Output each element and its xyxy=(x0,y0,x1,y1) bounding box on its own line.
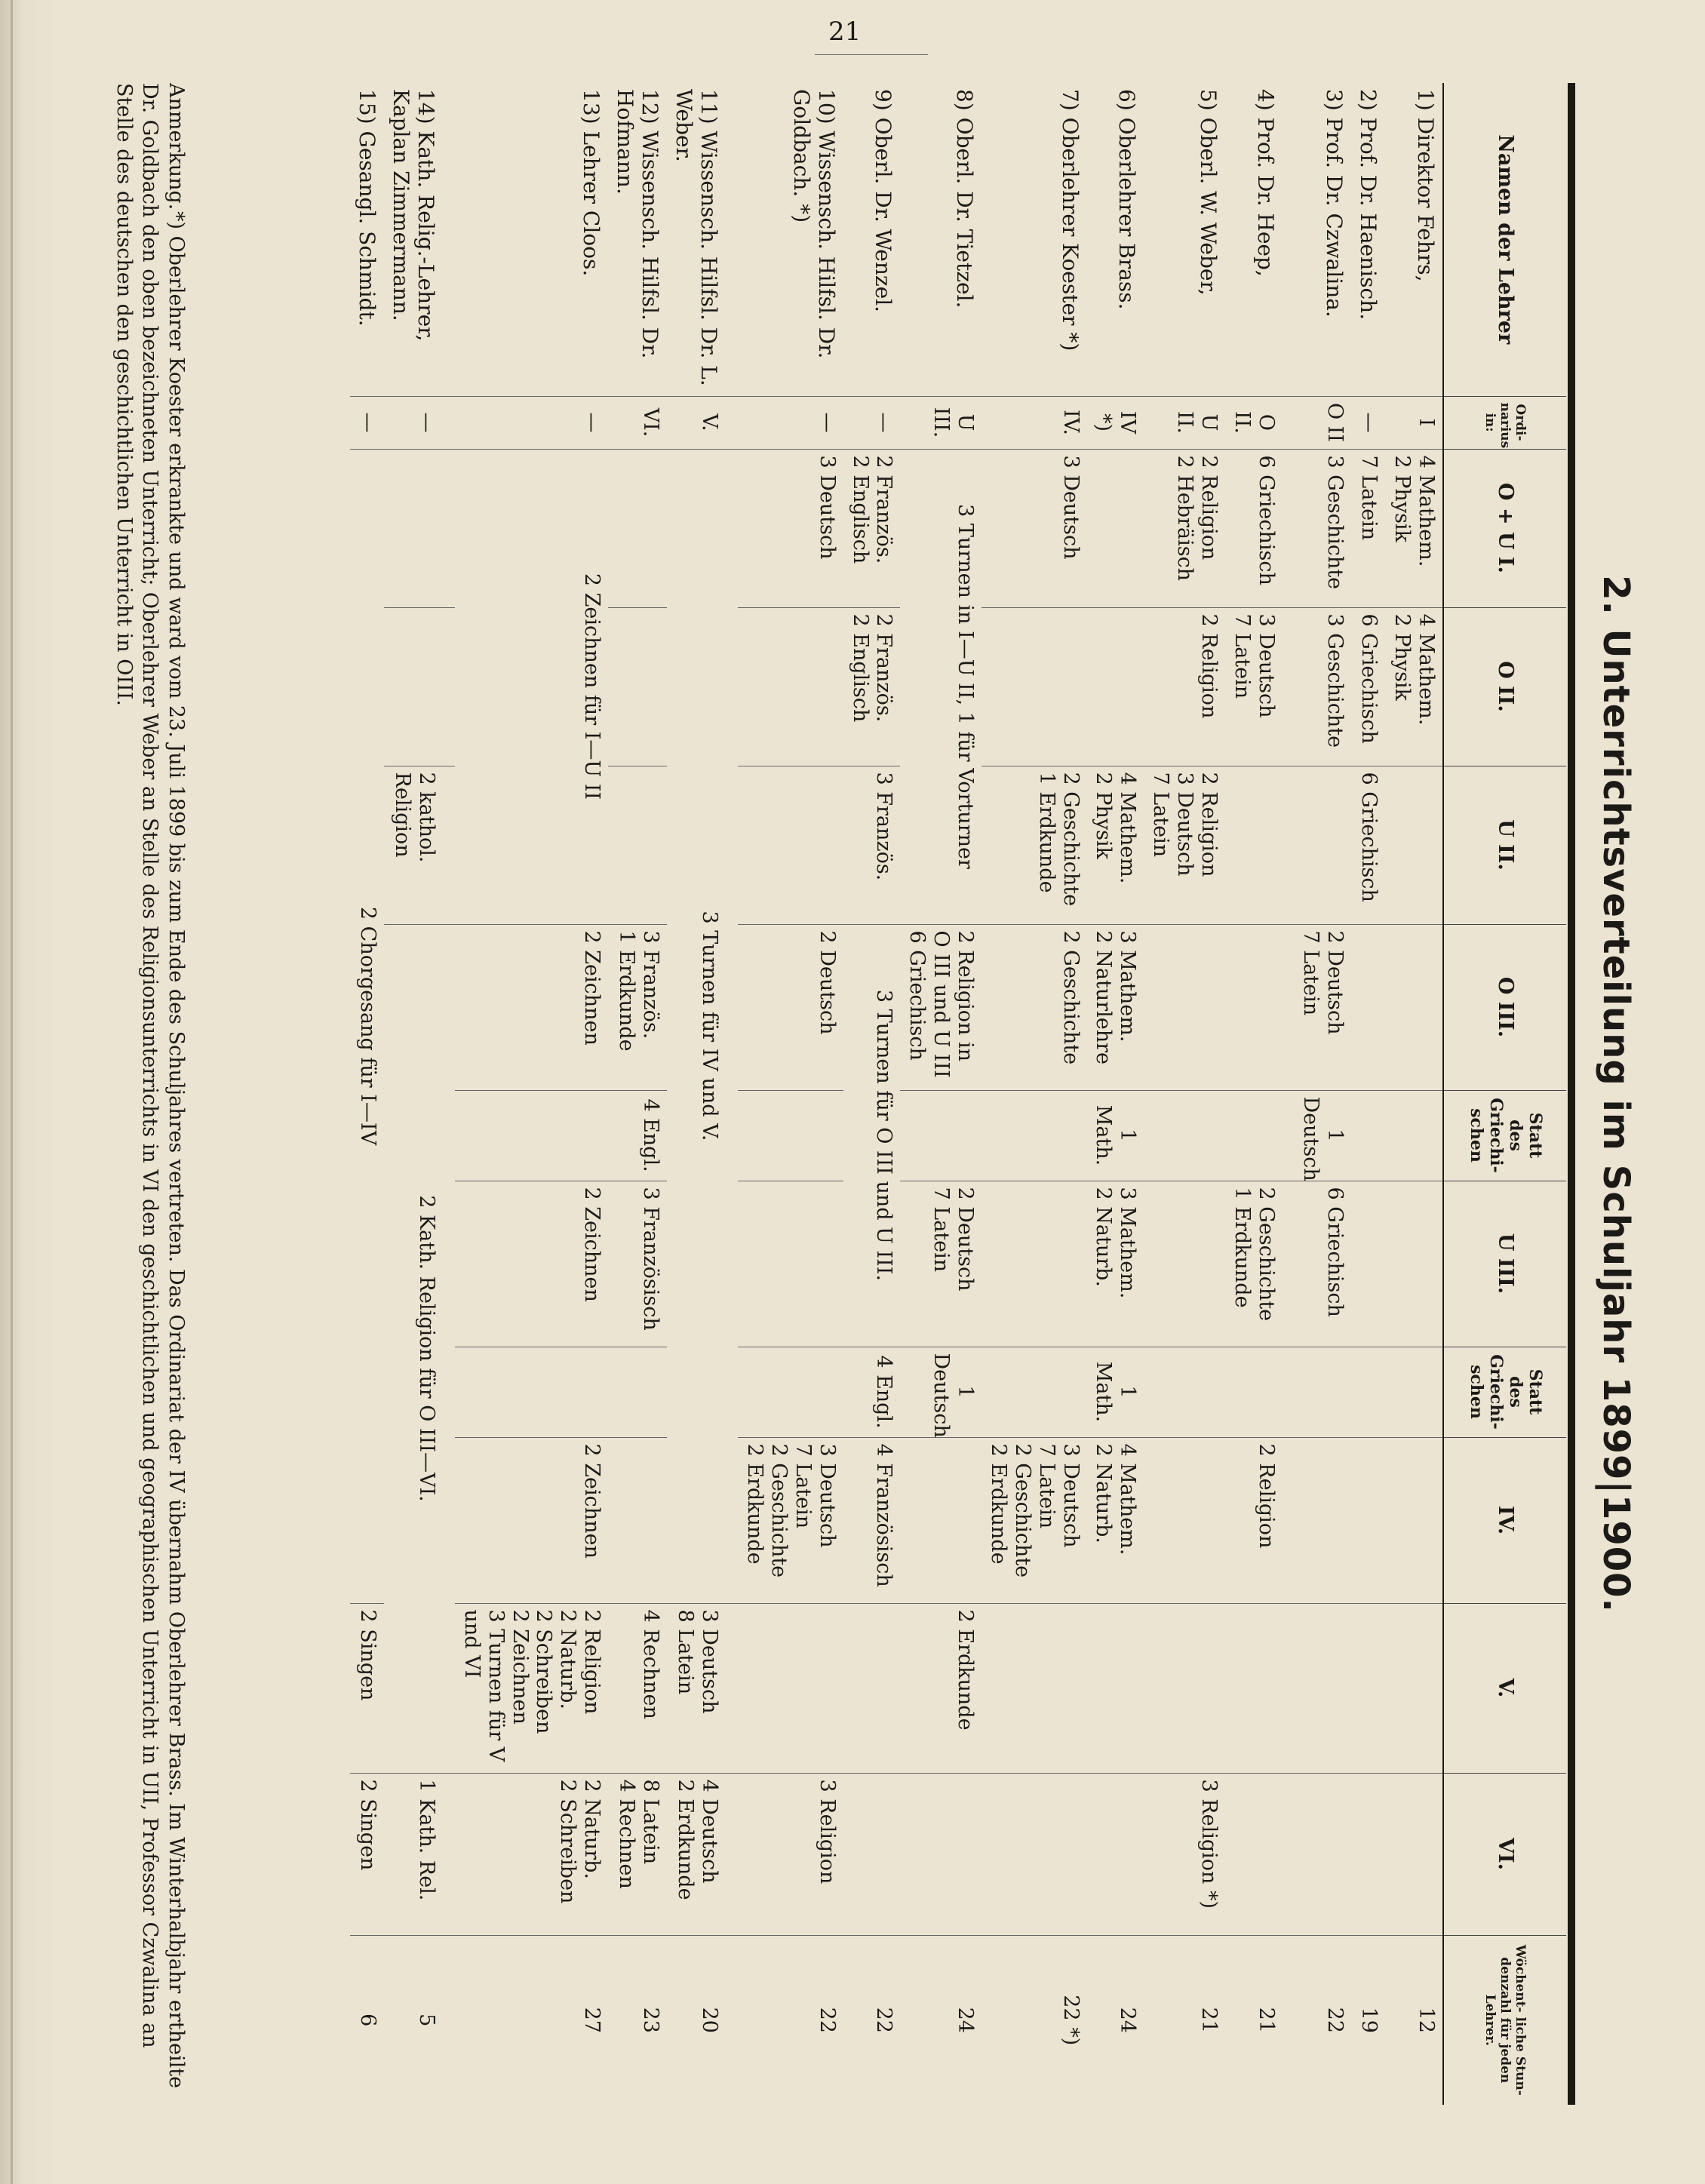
lesson-entry: 2 Naturb. xyxy=(1092,1187,1116,1287)
table-cell xyxy=(738,1090,843,1181)
table-cell xyxy=(1295,1347,1352,1437)
table-cell: 1 Deutsch xyxy=(1295,1090,1352,1181)
weekly-hours: 22 xyxy=(1295,1935,1352,2105)
table-cell xyxy=(1385,1347,1443,1437)
table-cell xyxy=(1295,607,1352,766)
table-row xyxy=(738,83,843,2105)
table-cell xyxy=(1351,924,1385,1090)
lesson-entry: 2 Naturb. xyxy=(1092,1443,1116,1544)
ordinarius-class: — xyxy=(350,396,384,449)
teacher-name: 12) Wissensch. Hilfsl. Dr. Hofmann. xyxy=(613,89,663,359)
table-cell xyxy=(1351,1603,1385,1773)
table-cell xyxy=(901,1181,982,1347)
lesson-entry: 2 Religion xyxy=(1254,1443,1278,1549)
table-cell xyxy=(1144,1773,1225,1935)
lesson-entry: 3 Deutsch xyxy=(1058,1443,1083,1548)
table-cell xyxy=(1385,449,1443,607)
table-cell xyxy=(901,1773,982,1935)
table-cell xyxy=(982,766,1086,924)
teacher-name: 13) Lehrer Cloos. xyxy=(579,89,604,277)
header-vi: VI. xyxy=(1443,1773,1566,1935)
lesson-entry: 7 Latein xyxy=(1230,613,1254,699)
table-cell xyxy=(608,1181,667,1347)
table-cell xyxy=(1144,766,1225,924)
table-cell xyxy=(1295,766,1352,924)
lesson-entry: 2 Singen xyxy=(356,1779,379,1871)
header-u3: U III. xyxy=(1443,1181,1566,1347)
teacher-name: 1) Direktor Fehrs, xyxy=(1413,89,1438,282)
header-iv: IV. xyxy=(1443,1437,1566,1603)
table-cell xyxy=(1087,766,1144,924)
lesson-entry: 4 Rechnen xyxy=(615,1779,639,1889)
weekly-hours: 22 xyxy=(843,1935,901,2105)
header-weekly: Wöchent- liche Stun- denzahl für jeden Lehrer. xyxy=(1443,1935,1566,2105)
table-cell xyxy=(1225,1347,1295,1437)
table-cell xyxy=(982,1181,1086,1347)
table-cell xyxy=(1087,607,1144,766)
table-row xyxy=(1351,83,1385,2105)
lesson-entry: 7 Latein xyxy=(1034,1443,1058,1529)
lesson-entry: 3 Französ. xyxy=(872,772,896,881)
table-header-row xyxy=(1443,83,1566,2105)
lesson-entry: 2 Englisch xyxy=(848,613,872,723)
weekly-hours: 27 xyxy=(455,1935,608,2105)
table-cell xyxy=(1295,1603,1352,1773)
table-cell: 4 Engl. xyxy=(608,1090,667,1181)
title-rule xyxy=(1568,83,1575,2105)
table-cell xyxy=(1144,1603,1225,1773)
table-cell xyxy=(1225,449,1295,607)
lesson-entry: 2 Erdkunde xyxy=(986,1443,1010,1565)
table-cell xyxy=(738,924,843,1090)
lesson-entry: 3 Turnen für V und VI xyxy=(459,1609,508,1762)
header-u2: U II. xyxy=(1443,766,1566,924)
table-cell xyxy=(982,1347,1086,1437)
weekly-hours: 21 xyxy=(1225,1935,1295,2105)
lesson-entry: 2 Religion in O III und U III xyxy=(929,930,978,1078)
table-cell xyxy=(455,924,608,1090)
table-cell xyxy=(608,1347,667,1437)
table-cell xyxy=(608,1437,667,1603)
lesson-entry: 4 Französisch xyxy=(872,1443,896,1587)
lesson-entry: 2 Religion xyxy=(1197,455,1221,561)
lesson-entry: 3 Geschichte xyxy=(1323,455,1347,590)
ordinarius-class: IV *) xyxy=(1087,396,1144,449)
table-cell xyxy=(1385,1090,1443,1181)
weekly-hours: 5 xyxy=(384,1935,455,2105)
lesson-entry: 3 Deutsch xyxy=(698,1609,722,1714)
lesson-entry: 4 Mathem. xyxy=(1116,772,1140,884)
lesson-entry: 2 Geschichte xyxy=(767,1443,791,1578)
lesson-entry: 2 Religion xyxy=(1197,772,1221,877)
table-cell xyxy=(1225,1090,1295,1181)
table-cell xyxy=(384,1773,455,1935)
table-cell xyxy=(1087,1773,1144,1935)
lesson-entry: 2 Französ. xyxy=(872,455,896,564)
table-row xyxy=(1087,83,1144,2105)
table-cell xyxy=(350,1773,384,1935)
footnote xyxy=(110,83,189,2105)
table-row xyxy=(1225,83,1295,2105)
teacher-name: 7) Oberlehrer Koester *) xyxy=(1057,89,1083,352)
lesson-entry: 2 Naturlehre xyxy=(1092,930,1116,1065)
lesson-entry: 7 Latein xyxy=(1149,772,1173,858)
lesson-entry: 2 Religion xyxy=(580,1609,604,1715)
lesson-entry: 8 Latein xyxy=(639,1779,663,1865)
table-cell xyxy=(1087,1181,1144,1347)
table-cell xyxy=(1385,1773,1443,1935)
table-cell xyxy=(455,1090,608,1181)
table-cell xyxy=(384,766,455,924)
table-cell xyxy=(738,1181,843,1347)
table-cell xyxy=(1087,449,1144,607)
table-cell xyxy=(667,1773,738,1935)
table-cell xyxy=(1087,1603,1144,1773)
page-number: 21 xyxy=(828,17,862,47)
lesson-entry: 2 Erdkunde xyxy=(743,1443,767,1565)
table-row xyxy=(1144,83,1225,2105)
table-cell-spanning: 2 Chorgesang für I—IV xyxy=(350,449,384,1603)
table-cell xyxy=(1225,1603,1295,1773)
header-v: V. xyxy=(1443,1603,1566,1773)
ordinarius-class: O II xyxy=(1295,396,1352,449)
header-ou1: O + U I. xyxy=(1443,449,1566,607)
lesson-entry: 7 Latein xyxy=(929,1187,954,1273)
table-cell xyxy=(982,924,1086,1090)
lesson-entry: 2 Naturb. xyxy=(580,1779,604,1879)
table-cell xyxy=(1225,766,1295,924)
table-row xyxy=(1385,83,1443,2105)
table-cell xyxy=(1385,607,1443,766)
table-cell xyxy=(1087,1437,1144,1603)
table-cell xyxy=(1225,1437,1295,1603)
lesson-entry: 2 Geschichte xyxy=(1058,930,1083,1065)
table-cell xyxy=(738,766,843,924)
table-cell xyxy=(1144,1437,1225,1603)
lesson-entry: 2 Zeichnen xyxy=(580,930,604,1046)
teacher-name: 9) Oberl. Dr. Wenzel. xyxy=(871,89,896,313)
weekly-hours: 23 xyxy=(608,1935,667,2105)
table-cell xyxy=(350,1603,384,1773)
table-cell xyxy=(1144,607,1225,766)
ordinarius-class: — xyxy=(455,396,608,449)
table-cell xyxy=(982,449,1086,607)
lesson-entry: 8 Latein xyxy=(674,1609,698,1695)
teacher-name: 2) Prof. Dr. Haenisch. xyxy=(1356,89,1381,321)
table-cell xyxy=(1351,607,1385,766)
table-cell xyxy=(608,449,667,607)
table-cell xyxy=(1351,766,1385,924)
header-ordinarius: Ordi- narius in: xyxy=(1443,396,1566,449)
ordinarius-class: — xyxy=(843,396,901,449)
teacher-name: 5) Oberl. W. Weber, xyxy=(1195,89,1221,296)
table-row xyxy=(667,83,738,2105)
table-cell xyxy=(384,607,455,766)
table-cell xyxy=(1295,1437,1352,1603)
lesson-entry: 3 Deutsch xyxy=(815,1443,839,1548)
lesson-entry: 3 Deutsch xyxy=(1254,613,1278,718)
lesson-entry: 2 Schreiben xyxy=(532,1609,556,1734)
lesson-entry: 2 Erdkunde xyxy=(954,1609,978,1731)
lesson-entry: 2 kathol. Religion xyxy=(391,772,439,863)
lesson-entry: 6 Griechisch xyxy=(1357,772,1381,902)
table-cell xyxy=(455,1347,608,1437)
table-cell xyxy=(738,1437,843,1603)
lesson-entry: 4 Mathem. xyxy=(1415,455,1438,567)
teacher-name: 3) Prof. Dr. Czwalina. xyxy=(1322,89,1347,318)
lesson-entry: 2 Geschichte xyxy=(1010,1443,1034,1578)
lesson-entry: 2 Französ. xyxy=(872,613,896,723)
lesson-entry: 2 Zeichnen xyxy=(508,1609,532,1725)
table-cell xyxy=(455,1181,608,1347)
table-row xyxy=(455,83,608,2105)
table-cell xyxy=(1351,1181,1385,1347)
ordinarius-class: O II. xyxy=(1225,396,1295,449)
lesson-entry: 6 Griechisch xyxy=(1323,1187,1347,1317)
weekly-hours: 22 *) xyxy=(982,1935,1086,2105)
lesson-entry: 3 Deutsch xyxy=(815,455,839,560)
table-cell xyxy=(608,607,667,766)
lesson-entry: 2 Physik xyxy=(1390,455,1415,542)
ordinarius-class: U II. xyxy=(1144,396,1225,449)
table-cell xyxy=(1385,766,1443,924)
table-cell xyxy=(1225,924,1295,1090)
lesson-entry: 7 Latein xyxy=(791,1443,815,1529)
page-title: 2. Unterrichtsverteilung im Schuljahr 1899|1900. xyxy=(1595,575,1637,1613)
lesson-entry: 2 Erdkunde xyxy=(674,1779,698,1900)
table-cell xyxy=(738,607,843,766)
table-cell-spanning: 2 Kath. Religion für O III—VI. xyxy=(384,924,455,1773)
lesson-entry: 4 Mathem. xyxy=(1415,613,1438,726)
table-cell xyxy=(455,1603,608,1773)
table-cell xyxy=(1087,924,1144,1090)
lesson-entry: 6 Griechisch xyxy=(905,930,929,1061)
table-row xyxy=(1295,83,1352,2105)
lesson-entry: 3 Deutsch xyxy=(1172,772,1197,877)
teacher-name: 4) Prof. Dr. Heep, xyxy=(1252,89,1278,277)
table-cell xyxy=(455,1773,608,1935)
table-cell xyxy=(982,1437,1086,1603)
table-cell xyxy=(1351,1347,1385,1437)
table-cell xyxy=(738,1773,843,1935)
table-cell-spanning: 3 Turnen in I—U II, 1 für Vorturner xyxy=(901,449,982,924)
table-cell xyxy=(843,766,901,924)
lesson-entry: 3 Französ. xyxy=(639,930,663,1040)
table-cell: 1 Math. xyxy=(1087,1090,1144,1181)
lesson-entry: 1 Kath. Rel. xyxy=(415,1779,439,1901)
table-cell xyxy=(1144,449,1225,607)
header-teacher: Namen der Lehrer xyxy=(1443,83,1566,396)
table-cell xyxy=(901,1090,982,1181)
lesson-entry: 4 Mathem. xyxy=(1116,1443,1140,1556)
table-cell xyxy=(1295,449,1352,607)
lesson-entry: 3 Mathem. xyxy=(1116,930,1140,1043)
table-cell xyxy=(843,607,901,766)
table-cell xyxy=(455,1437,608,1603)
lesson-entry: 4 Deutsch xyxy=(698,1779,722,1884)
lesson-entry: 3 Mathem. xyxy=(1116,1187,1140,1299)
ordinarius-class: V. xyxy=(667,396,738,449)
weekly-hours: 24 xyxy=(901,1935,982,2105)
lesson-entry: 2 Deutsch xyxy=(954,1187,978,1292)
table-cell xyxy=(901,924,982,1090)
teacher-name: 6) Oberlehrer Brass. xyxy=(1114,89,1140,310)
ordinarius-class: — xyxy=(384,396,455,449)
table-cell xyxy=(843,1773,901,1935)
table-row xyxy=(608,83,667,2105)
table-cell xyxy=(1144,1181,1225,1347)
table-cell xyxy=(1351,1090,1385,1181)
table-cell xyxy=(738,1603,843,1773)
table-row xyxy=(982,83,1086,2105)
table-cell xyxy=(1295,924,1352,1090)
table-cell: 1 Math. xyxy=(1087,1347,1144,1437)
page-number-rule xyxy=(815,54,928,55)
header-o2: O II. xyxy=(1443,607,1566,766)
weekly-hours: 19 xyxy=(1351,1935,1385,2105)
table-cell xyxy=(384,449,455,607)
ordinarius-class: VI. xyxy=(608,396,667,449)
lesson-entry: 2 Geschichte xyxy=(1254,1187,1278,1322)
table-cell xyxy=(843,449,901,607)
header-o3-statt: Statt des Griechi- schen xyxy=(1443,1090,1566,1181)
table-cell xyxy=(1351,1437,1385,1603)
header-o3: O III. xyxy=(1443,924,1566,1090)
lesson-entry: 6 Griechisch xyxy=(1254,455,1278,585)
table-cell xyxy=(1144,1347,1225,1437)
table-cell xyxy=(843,1603,901,1773)
lesson-entry: 2 Hebräisch xyxy=(1172,455,1197,582)
lesson-entry: 7 Latein xyxy=(1357,455,1381,541)
lesson-entry: 2 Englisch xyxy=(848,455,872,564)
table-cell xyxy=(1385,924,1443,1090)
table-cell xyxy=(608,766,667,924)
table-cell xyxy=(1385,1603,1443,1773)
lesson-entry: 3 Religion *) xyxy=(1197,1779,1221,1909)
lesson-entry: 1 Erdkunde xyxy=(1034,772,1058,893)
table-cell xyxy=(738,1347,843,1437)
header-u3-statt: Statt des Griechi- schen xyxy=(1443,1347,1566,1437)
lesson-entry: 4 Rechnen xyxy=(639,1609,663,1719)
lesson-entry: 1 Erdkunde xyxy=(615,930,639,1052)
lesson-entry: 2 Zeichnen xyxy=(580,1187,604,1302)
teacher-name: 15) Gesangl. Schmidt. xyxy=(355,89,379,327)
table-cell: 4 Engl. xyxy=(843,1347,901,1437)
table-cell xyxy=(1351,449,1385,607)
table-cell xyxy=(982,1090,1086,1181)
table-cell-spanning: 2 Zeichnen für I—U II xyxy=(455,449,608,924)
table-cell xyxy=(843,1437,901,1603)
lesson-entry: 2 Schreiben xyxy=(556,1779,580,1904)
lesson-entry: 2 Geschichte xyxy=(1058,772,1083,907)
distribution-table xyxy=(350,83,1566,2105)
lesson-entry: 2 Singen xyxy=(356,1609,379,1701)
lesson-entry: 6 Griechisch xyxy=(1357,613,1381,744)
rotated-page-content xyxy=(75,83,1645,2105)
weekly-hours: 12 xyxy=(1385,1935,1443,2105)
ordinarius-class: IV. xyxy=(982,396,1086,449)
table-cell xyxy=(1295,1773,1352,1935)
table-cell xyxy=(738,449,843,607)
lesson-entry: 2 Deutsch xyxy=(815,930,839,1035)
table-cell xyxy=(901,1603,982,1773)
table-body xyxy=(350,83,1443,2105)
table-cell: 1 Deutsch xyxy=(901,1347,982,1437)
table-cell xyxy=(667,1603,738,1773)
ordinarius-class: I xyxy=(1385,396,1443,449)
table-cell xyxy=(1385,1437,1443,1603)
teacher-name: 11) Wissensch. Hilfsl. Dr. L. Weber. xyxy=(671,89,722,386)
lesson-entry: 2 Deutsch xyxy=(1323,930,1347,1035)
teacher-name: 10) Wissensch. Hilfsl. Dr. Goldbach. *) xyxy=(788,89,839,359)
lesson-entry: 3 Geschichte xyxy=(1323,613,1347,748)
lesson-entry: 3 Französisch xyxy=(639,1187,663,1331)
table-cell xyxy=(608,1773,667,1935)
lesson-entry: 2 Religion xyxy=(1197,613,1221,719)
footnote-label: Anmerkung. xyxy=(164,83,188,210)
weekly-hours: 6 xyxy=(350,1935,384,2105)
table-cell xyxy=(1225,1181,1295,1347)
table-row xyxy=(843,83,901,2105)
table-cell xyxy=(1225,1773,1295,1935)
table-row xyxy=(901,83,982,2105)
table-cell xyxy=(608,1603,667,1773)
lesson-entry: 2 Zeichnen xyxy=(580,1443,604,1559)
table-cell xyxy=(982,1773,1086,1935)
lesson-entry: 7 Latein xyxy=(1299,930,1323,1016)
table-cell xyxy=(1385,1181,1443,1347)
table-cell xyxy=(1295,1181,1352,1347)
lesson-entry: 1 Erdkunde xyxy=(1230,1187,1254,1308)
ordinarius-class: — xyxy=(1351,396,1385,449)
table-cell-spanning: 3 Turnen für IV und V. xyxy=(667,449,738,1603)
table-cell xyxy=(1225,607,1295,766)
weekly-hours: 22 xyxy=(738,1935,843,2105)
table-cell xyxy=(901,1437,982,1603)
table-cell xyxy=(1144,924,1225,1090)
teacher-name: 14) Kath. Relig.-Lehrer, Kaplan Zimmermann. xyxy=(389,89,439,342)
lesson-entry: 2 Physik xyxy=(1390,613,1415,701)
lesson-entry: 3 Religion xyxy=(815,1779,839,1885)
lesson-entry: 3 Deutsch xyxy=(1058,455,1083,560)
table-cell xyxy=(1144,1090,1225,1181)
table-row xyxy=(350,83,384,2105)
table-row xyxy=(384,83,455,2105)
footnote-text: *) Oberlehrer Koester erkrankte und ward vom 23. Juli 1899 bis zum Ende des Schuljahres vertreten. Das Ordinariat der IV übernahm Oberlehrer Brass. Im Winterhalbjahr ertheilte Dr. Goldbach den oben bezeichneten Unterricht; Oberlehrer Weber an Stelle des Religionsunterrichts in VI den geschichtlichen und geographischen Unterricht in UII, Professor Czwalina an Stelle des deutschen den geschichtlichen Unterricht in OIII. xyxy=(112,83,188,2089)
table-cell-spanning: 3 Turnen für O III und U III. xyxy=(843,924,901,1347)
table-cell xyxy=(982,607,1086,766)
teacher-name: 8) Oberl. Dr. Tietzel. xyxy=(952,89,978,309)
table-cell xyxy=(608,924,667,1090)
table-cell xyxy=(982,1603,1086,1773)
weekly-hours: 20 xyxy=(667,1935,738,2105)
book-binding-edge xyxy=(0,0,59,2184)
weekly-hours: 24 xyxy=(1087,1935,1144,2105)
table-cell xyxy=(1351,1773,1385,1935)
lesson-entry: 2 Naturb. xyxy=(556,1609,580,1709)
lesson-entry: 2 Physik xyxy=(1092,772,1116,859)
ordinarius-class: — xyxy=(738,396,843,449)
weekly-hours: 21 xyxy=(1144,1935,1225,2105)
ordinarius-class: U III. xyxy=(901,396,982,449)
